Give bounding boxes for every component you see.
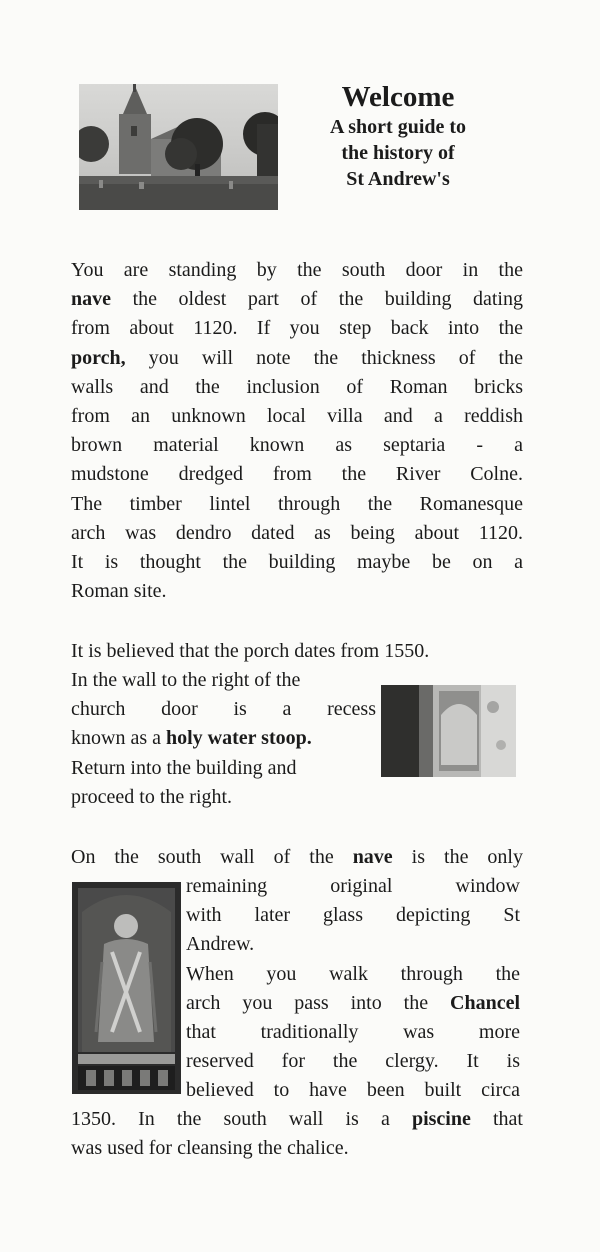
text-line: The timber lintel through the Romanesque	[71, 492, 523, 515]
church-photo-graphic	[79, 84, 278, 210]
text-line: Andrew.	[186, 933, 255, 956]
text-line: remaining original window	[186, 875, 520, 897]
text-line	[71, 1105, 523, 1134]
text-line: proceed to the right.	[71, 785, 233, 808]
text-line: It is thought the building maybe be on a	[71, 551, 523, 574]
text-line: It is believed that the porch dates from 1550.	[71, 640, 430, 662]
text-line: walls and the inclusion of Roman bricks	[71, 375, 523, 398]
text-line: with later glass depicting St	[186, 904, 520, 927]
text-span: is the only	[392, 846, 523, 868]
text-line	[186, 989, 520, 1018]
paragraph-south-door	[71, 256, 523, 606]
term-porch: porch,	[71, 346, 126, 369]
text-span: you will note the thickness of the	[125, 346, 523, 369]
text-line: mudstone dredged from the River Colne.	[71, 463, 523, 486]
text-span: known as a	[71, 727, 166, 750]
paragraph-holy-water-stoop	[71, 666, 376, 812]
paragraph-nave-window	[71, 843, 523, 872]
text-span: 1350. In the south wall is a	[71, 1108, 412, 1130]
term-nave: nave	[71, 288, 111, 311]
text-line	[71, 285, 523, 314]
church-photo	[79, 84, 278, 210]
text-line: from an unknown local villa and a reddish	[71, 405, 523, 428]
term-holy-water-stoop: holy water stoop.	[165, 727, 312, 750]
text-line: believed to have been built circa	[186, 1079, 520, 1102]
text-span: the oldest part of the building dating	[111, 288, 523, 311]
paragraph-chancel	[186, 872, 520, 1106]
text-line: was used for cleansing the chalice.	[71, 1137, 349, 1160]
term-nave: nave	[352, 846, 393, 868]
text-line	[71, 843, 523, 872]
text-line: reserved for the clergy. It is	[186, 1050, 520, 1073]
text-line	[71, 344, 523, 373]
text-line: Roman site.	[71, 580, 167, 603]
leaflet-header	[300, 80, 496, 192]
text-line: You are standing by the south door in the	[71, 259, 523, 281]
term-piscine: piscine	[411, 1108, 471, 1130]
stained-glass-window-photo	[72, 882, 181, 1094]
text-span: arch you pass into the	[186, 991, 450, 1014]
text-line: In the wall to the right of the	[71, 669, 301, 691]
paragraph-porch-date	[71, 637, 531, 666]
text-line: that traditionally was more	[186, 1021, 520, 1044]
page-title: Welcome	[341, 81, 455, 113]
holy-water-stoop-photo	[381, 685, 516, 777]
text-line: brown material known as septaria - a	[71, 434, 523, 457]
text-line: arch was dendro dated as being about 1120.	[71, 521, 523, 544]
text-line: church door is a recess	[71, 698, 376, 721]
stoop-photo-graphic	[381, 685, 516, 777]
text-line: When you walk through the	[186, 962, 520, 985]
text-span: On the south wall of the	[71, 846, 353, 868]
subtitle-line-2: the history of	[341, 142, 455, 164]
paragraph-piscine	[71, 1105, 523, 1163]
text-span: that	[470, 1108, 523, 1130]
window-photo-graphic	[72, 882, 181, 1094]
subtitle-line-3: St Andrew's	[346, 168, 450, 190]
term-chancel: Chancel	[450, 991, 520, 1014]
text-line	[71, 724, 376, 753]
subtitle-line-1: A short guide to	[329, 116, 467, 138]
text-line: from about 1120. If you step back into the	[71, 317, 523, 340]
text-line: Return into the building and	[71, 756, 297, 779]
